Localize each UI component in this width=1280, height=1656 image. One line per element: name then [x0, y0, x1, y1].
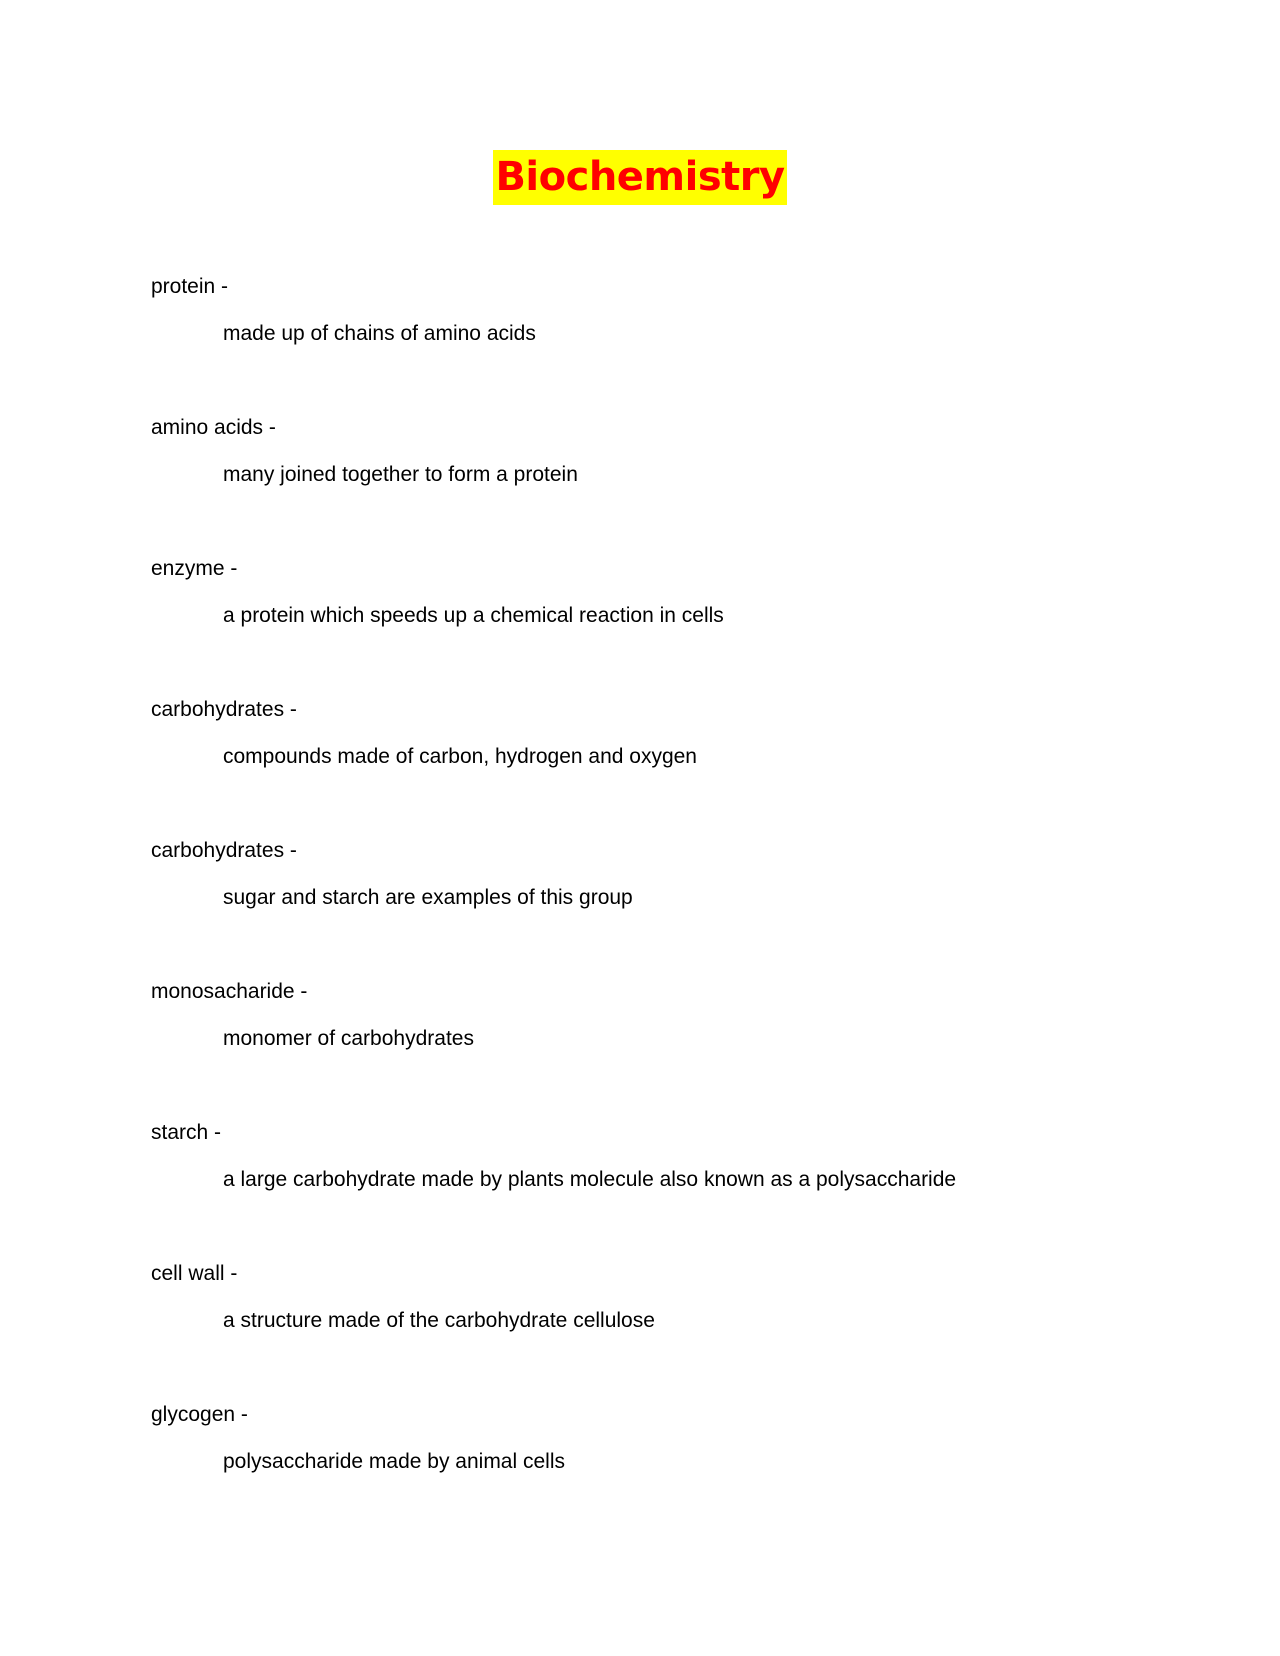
glossary-definition: a structure made of the carbohydrate cellulose [223, 1309, 655, 1332]
glossary-entry [151, 976, 1201, 1117]
glossary-definition: compounds made of carbon, hydrogen and oxygen [223, 745, 697, 768]
glossary-definition: monomer of carbohydrates [223, 1027, 474, 1050]
glossary-definition: polysaccharide made by animal cells [223, 1450, 565, 1473]
title-container [0, 150, 1280, 205]
glossary-definition: made up of chains of amino acids [223, 322, 536, 345]
glossary-entry [151, 553, 1201, 694]
glossary-term: glycogen - [151, 1403, 248, 1426]
glossary-definition: a large carbohydrate made by plants molecule also known as a polysaccharide [223, 1168, 957, 1191]
glossary-term: protein - [151, 275, 229, 298]
glossary-entry [151, 271, 1201, 412]
glossary-entry [151, 1258, 1201, 1399]
glossary-term: starch - [151, 1121, 222, 1144]
glossary-term: amino acids - [151, 416, 276, 439]
glossary-term: enzyme - [151, 557, 238, 580]
glossary-list [151, 271, 1201, 1540]
glossary-entry [151, 1117, 1201, 1258]
glossary-entry [151, 835, 1201, 976]
document-title: Biochemistry [493, 150, 786, 205]
glossary-term: cell wall - [151, 1262, 238, 1285]
glossary-term: carbohydrates - [151, 698, 297, 721]
glossary-definition: many joined together to form a protein [223, 463, 578, 486]
glossary-definition: a protein which speeds up a chemical reaction in cells [223, 604, 724, 627]
glossary-entry [151, 694, 1201, 835]
glossary-definition: sugar and starch are examples of this group [223, 886, 633, 909]
glossary-entry [151, 1399, 1201, 1540]
glossary-term: monosacharide - [151, 980, 308, 1003]
glossary-term: carbohydrates - [151, 839, 297, 862]
glossary-entry [151, 412, 1201, 553]
